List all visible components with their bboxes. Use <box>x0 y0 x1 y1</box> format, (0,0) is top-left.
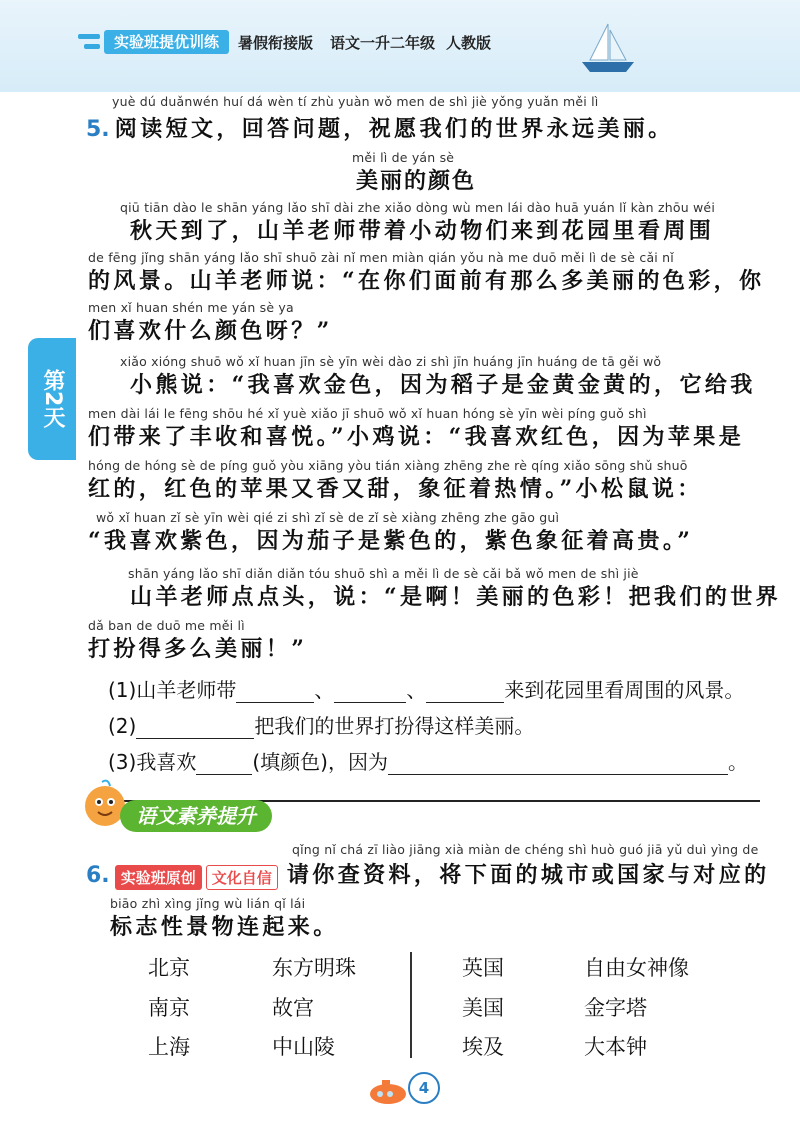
story-line-7: “我喜欢紫色，因为茄子是紫色的，紫色象征着高贵。” <box>88 528 694 554</box>
story-line-1: 秋天到了，山羊老师带着小动物们来到花园里看周围 <box>130 218 715 244</box>
story-line-2-pinyin: de fēng jǐng shān yáng lǎo shī shuō zài nǐ men miàn qián yǒu nà me duō měi lì de sè cǎi nǐ <box>88 250 674 265</box>
sight-forbidden-city[interactable]: 故宫 <box>272 996 314 1020</box>
submarine-icon <box>366 1076 410 1106</box>
q5-pinyin: yuè dú duǎnwén huí dá wèn tí zhù yuàn wǒ men de shì jiè yǒng yuǎn měi lì <box>112 94 599 109</box>
story-line-4-pinyin: xiǎo xióng shuō wǒ xǐ huan jīn sè yīn wèi dào zi shì jīn huáng jīn huáng de tā gěi wǒ <box>120 354 662 369</box>
answer-blank-1b[interactable] <box>334 678 406 703</box>
edition-label: 暑假衔接版 <box>238 34 314 52</box>
story-line-3-pinyin: men xǐ huan shén me yán sè ya <box>88 300 294 315</box>
story-line-4: 小熊说：“我喜欢金色，因为稻子是金黄金黄的，它给我 <box>130 372 756 398</box>
story-title-pinyin: měi lì de yán sè <box>352 150 455 165</box>
subject-label: 语文一升二年级 <box>330 34 436 52</box>
answer-blank-2[interactable] <box>136 714 254 739</box>
section-title: 语文素养提升 <box>120 800 272 832</box>
question-2 <box>108 710 534 739</box>
story-line-9-pinyin: dǎ ban de duō me měi lì <box>88 618 245 633</box>
match-divider <box>410 952 412 1058</box>
q5-heading <box>86 112 674 143</box>
q6-text-1: 请你查资料，将下面的城市或国家与对应的 <box>286 862 770 888</box>
logo-icon-stripe <box>84 44 100 49</box>
answer-blank-1c[interactable] <box>426 678 504 703</box>
sight-pyramids[interactable]: 金字塔 <box>584 996 647 1020</box>
story-line-8-pinyin: shān yáng lǎo shī diǎn diǎn tóu shuō shì a měi lì de sè cǎi bǎ wǒ men de shì jiè <box>128 566 639 581</box>
story-line-7-pinyin: wǒ xǐ huan zǐ sè yīn wèi qié zi shì zǐ sè de zǐ sè xiàng zhēng zhe gāo guì <box>96 510 560 525</box>
question-3-mid: (填颜色)，因为 <box>252 750 388 774</box>
place-shanghai[interactable]: 上海 <box>148 1035 190 1059</box>
story-line-9: 打扮得多么美丽！” <box>88 636 308 662</box>
question-3-prefix: (3)我喜欢 <box>108 750 197 774</box>
question-1-sep2: 、 <box>406 678 427 702</box>
story-title: 美丽的颜色 <box>356 168 477 194</box>
place-beijing[interactable]: 北京 <box>148 956 190 980</box>
question-2-prefix: (2) <box>108 714 137 738</box>
q5-text: 阅读短文，回答问题，祝愿我们的世界永远美丽。 <box>114 116 674 142</box>
sight-oriental-pearl[interactable]: 东方明珠 <box>272 956 356 980</box>
culture-tag: 文化自信 <box>206 865 278 890</box>
page-header <box>0 0 800 92</box>
sight-sun-yat-sen-mausoleum[interactable]: 中山陵 <box>272 1035 335 1059</box>
brand-badge: 实验班提优训练 <box>104 30 229 54</box>
q6-pinyin-2: biāo zhì xìng jǐng wù lián qǐ lái <box>110 896 306 911</box>
place-egypt[interactable]: 埃及 <box>462 1035 504 1059</box>
logo-icon <box>78 34 100 39</box>
question-3 <box>108 746 748 775</box>
story-line-6: 红的，红色的苹果又香又甜，象征着热情。”小松鼠说： <box>88 476 703 502</box>
answer-blank-3a[interactable] <box>196 750 252 775</box>
q5-number: 5. <box>86 117 110 142</box>
q6-heading <box>86 858 770 890</box>
q6-number: 6. <box>86 863 110 888</box>
story-line-5: 们带来了丰收和喜悦。”小鸡说：“我喜欢红色，因为苹果是 <box>88 424 745 450</box>
sight-big-ben[interactable]: 大本钟 <box>584 1035 647 1059</box>
original-tag: 实验班原创 <box>115 865 202 890</box>
answer-blank-3b[interactable] <box>388 750 728 775</box>
question-1-prefix: (1)山羊老师带 <box>108 678 237 702</box>
day-tab: 第2天 <box>28 338 76 460</box>
story-line-5-pinyin: men dài lái le fēng shōu hé xǐ yuè xiǎo jī shuō wǒ xǐ huan hóng sè yīn wèi píng guǒ shì <box>88 406 647 421</box>
page-number: 4 <box>408 1072 440 1104</box>
question-1 <box>108 674 744 703</box>
question-3-suffix: 。 <box>727 750 748 774</box>
answer-blank-1a[interactable] <box>236 678 314 703</box>
question-2-suffix: 把我们的世界打扮得这样美丽。 <box>254 714 535 738</box>
q6-pinyin-1: qǐng nǐ chá zī liào jiāng xià miàn de chéng shì huò guó jiā yǔ duì yìng de <box>292 842 759 857</box>
story-line-3: 们喜欢什么颜色呀？” <box>88 318 333 344</box>
question-1-sep1: 、 <box>314 678 335 702</box>
publisher-label: 人教版 <box>446 34 492 52</box>
place-uk[interactable]: 英国 <box>462 956 504 980</box>
story-line-6-pinyin: hóng de hóng sè de píng guǒ yòu xiāng yòu tián xiàng zhēng zhe rè qíng xiǎo sōng shǔ shuō <box>88 458 688 473</box>
story-line-1-pinyin: qiū tiān dào le shān yáng lǎo shī dài zhe xiǎo dòng wù men lái dào huā yuán lǐ kàn zhōu wéi <box>120 200 715 215</box>
sight-statue-of-liberty[interactable]: 自由女神像 <box>584 956 689 980</box>
place-nanjing[interactable]: 南京 <box>148 996 190 1020</box>
question-1-suffix: 来到花园里看周围的风景。 <box>504 678 745 702</box>
story-line-8: 山羊老师点点头，说：“是啊！美丽的色彩！把我们的世界 <box>130 584 782 610</box>
q6-text-2: 标志性景物连起来。 <box>110 914 339 940</box>
place-usa[interactable]: 美国 <box>462 996 504 1020</box>
story-line-2: 的风景。山羊老师说：“在你们面前有那么多美丽的色彩，你 <box>88 268 765 294</box>
sailboat-icon <box>578 22 638 74</box>
